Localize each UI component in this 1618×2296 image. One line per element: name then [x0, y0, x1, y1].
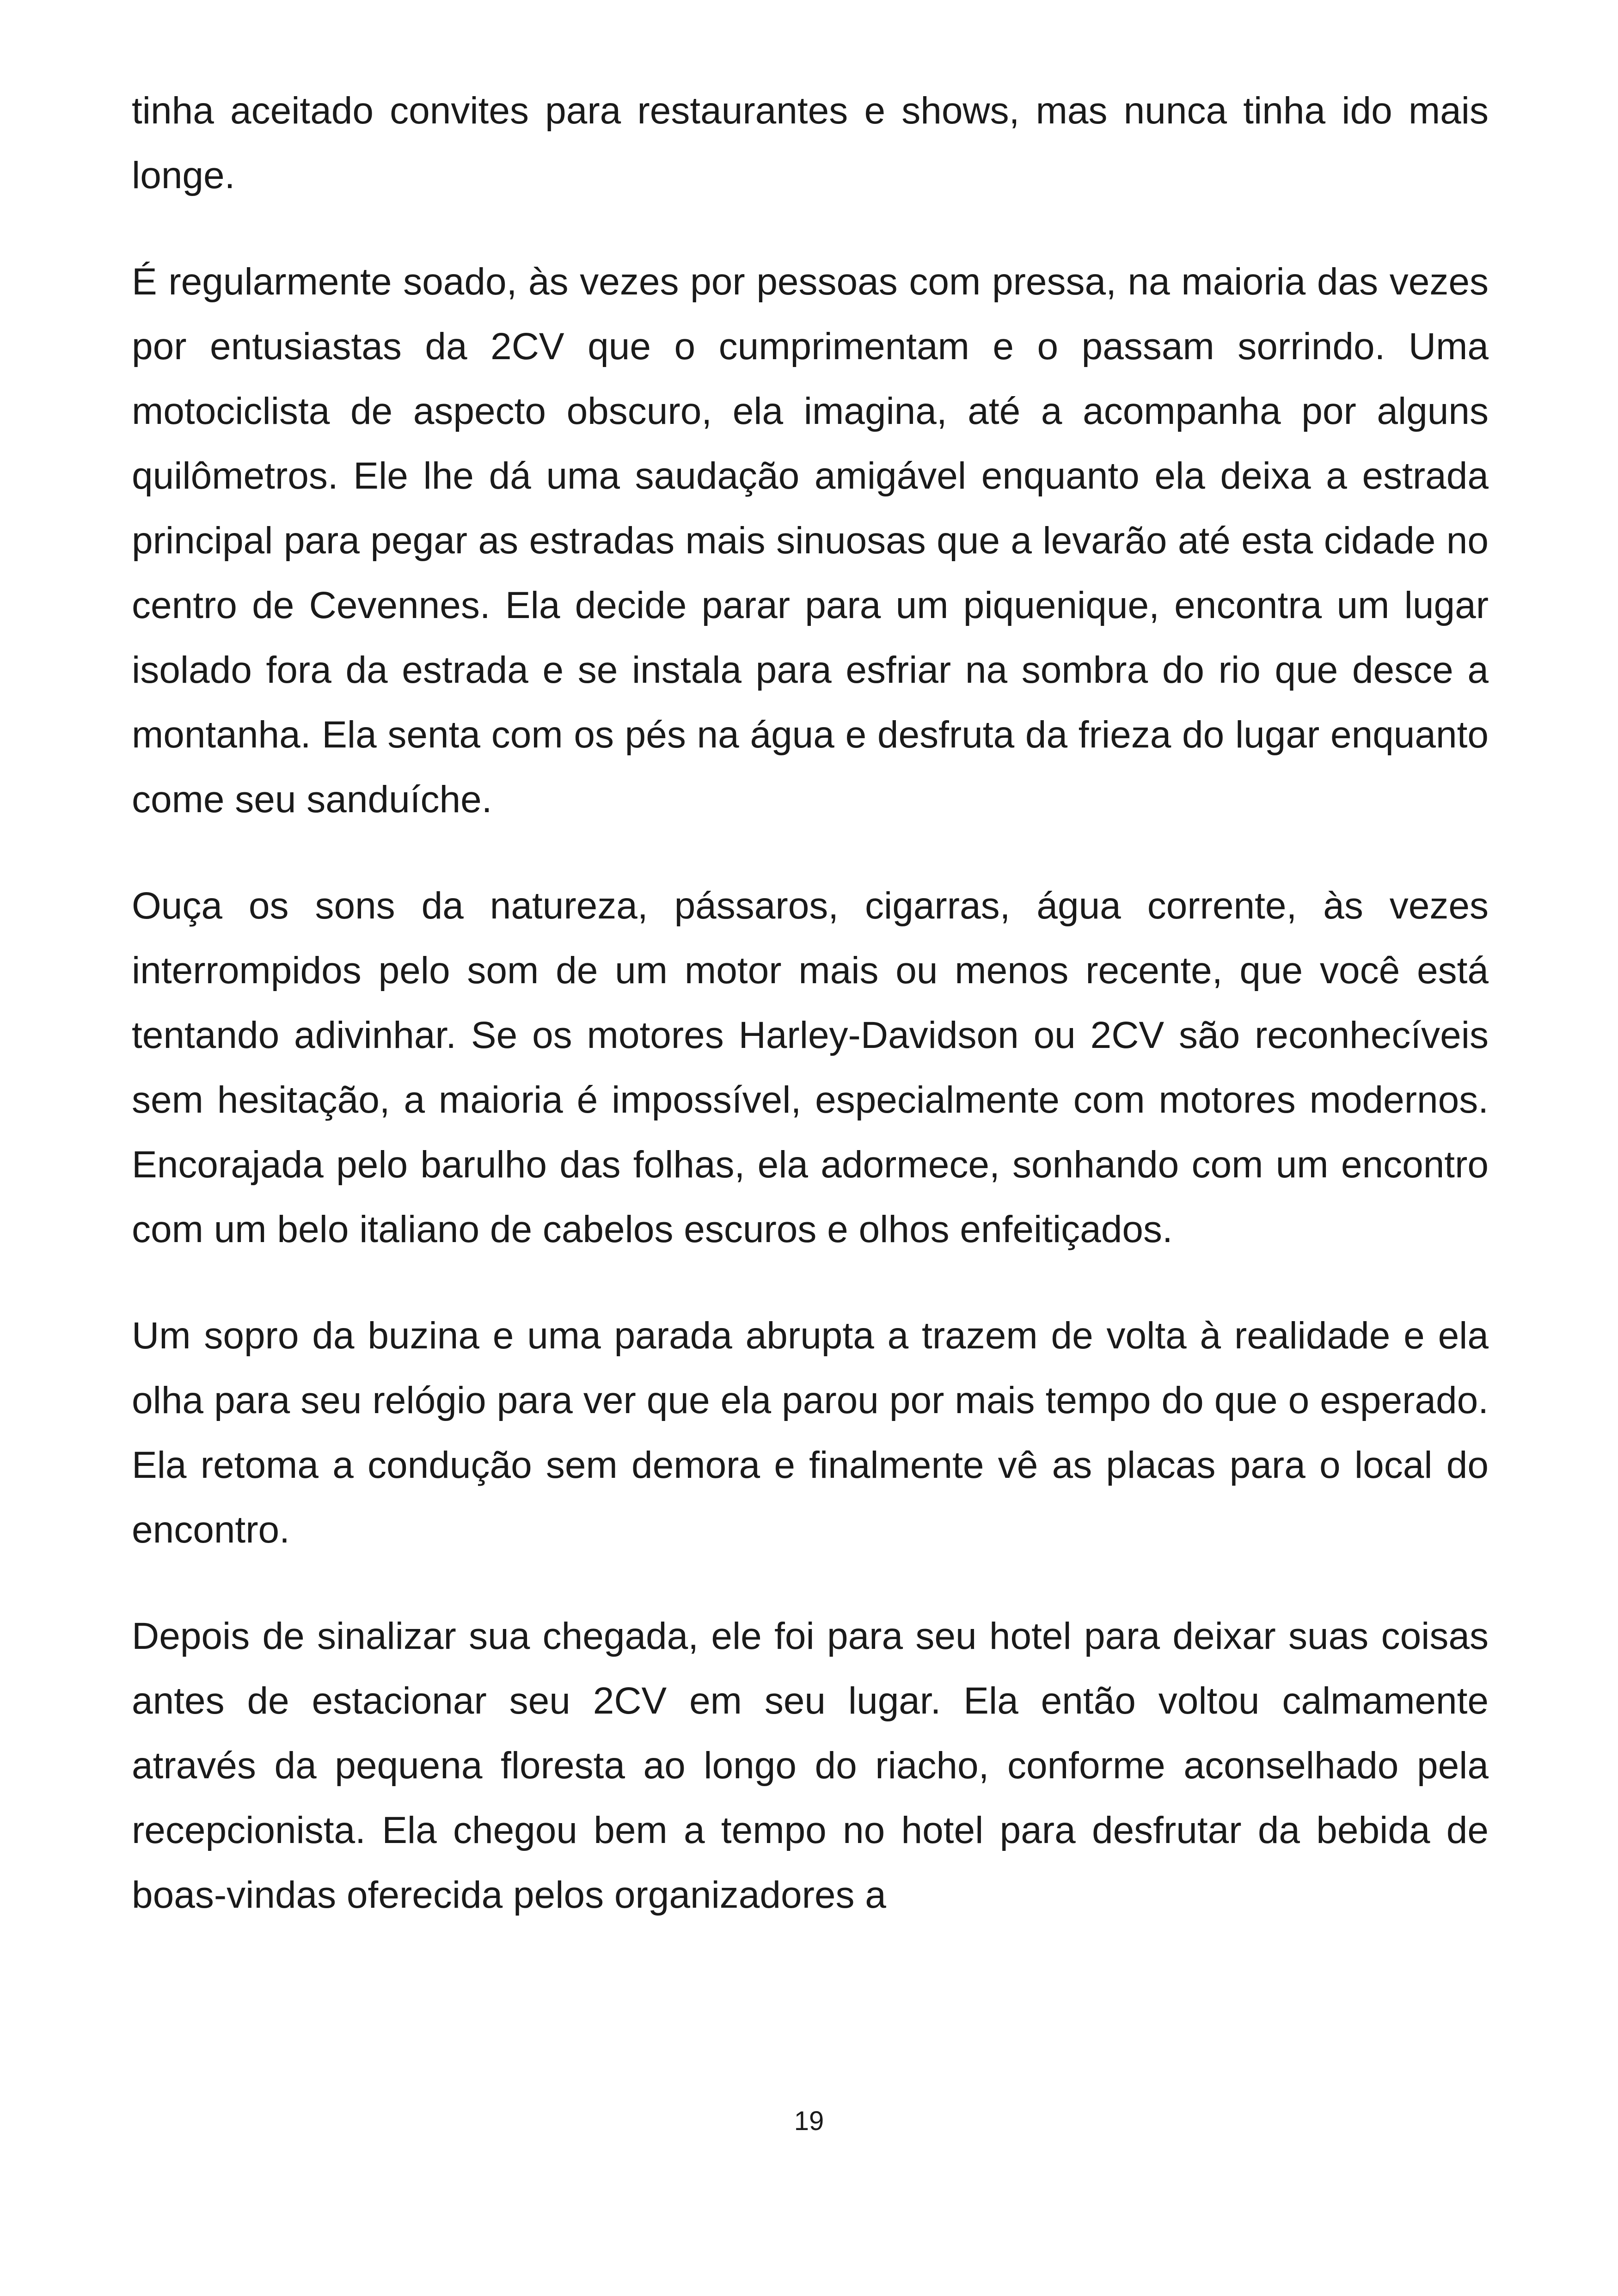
page-number: 19 — [794, 2106, 824, 2136]
paragraph: Depois de sinalizar sua chegada, ele foi para seu hotel para deixar suas coisas antes de estacionar seu 2CV em seu lugar. Ela então voltou calmamente através da pequena floresta ao longo do riacho, conforme aconselhado pela recepcionista. Ela chegou bem a tempo no hotel para desfrutar da bebida de boas-vindas oferecida pelos organizadores a — [132, 1615, 1489, 1916]
body-text — [132, 79, 1489, 1928]
paragraph: É regularmente soado, às vezes por pessoas com pressa, na maioria das vezes por entusiastas da 2CV que o cumprimentam e o passam sorrindo. Uma motociclista de aspecto obscuro, ela imagina, até a acompanha por alguns quilômetros. Ele lhe dá uma saudação amigável enquanto ela deixa a estrada principal para pegar as estradas mais sinuosas que a levarão até esta cidade no centro de Cevennes. Ela decide parar para um piquenique, encontra um lugar isolado fora da estrada e se instala para esfriar na sombra do rio que desce a montanha. Ela senta com os pés na água e desfruta da frieza do lugar enquanto come seu sanduíche. — [132, 261, 1489, 820]
paragraph: tinha aceitado convites para restaurantes e shows, mas nunca tinha ido mais longe. — [132, 90, 1489, 196]
paragraph: Ouça os sons da natureza, pássaros, cigarras, água corrente, às vezes interrompidos pelo som de um motor mais ou menos recente, que você está tentando adivinhar. Se os motores Harley-Davidson ou 2CV são reconhecíveis sem hesitação, a maioria é impossível, especialmente com motores modernos. Encorajada pelo barulho das folhas, ela adormece, sonhando com um encontro com um belo italiano de cabelos escuros e olhos enfeitiçados. — [132, 885, 1489, 1250]
paragraph: Um sopro da buzina e uma parada abrupta a trazem de volta à realidade e ela olha para seu relógio para ver que ela parou por mais tempo do que o esperado. Ela retoma a condução sem demora e finalmente vê as placas para o local do encontro. — [132, 1315, 1489, 1551]
